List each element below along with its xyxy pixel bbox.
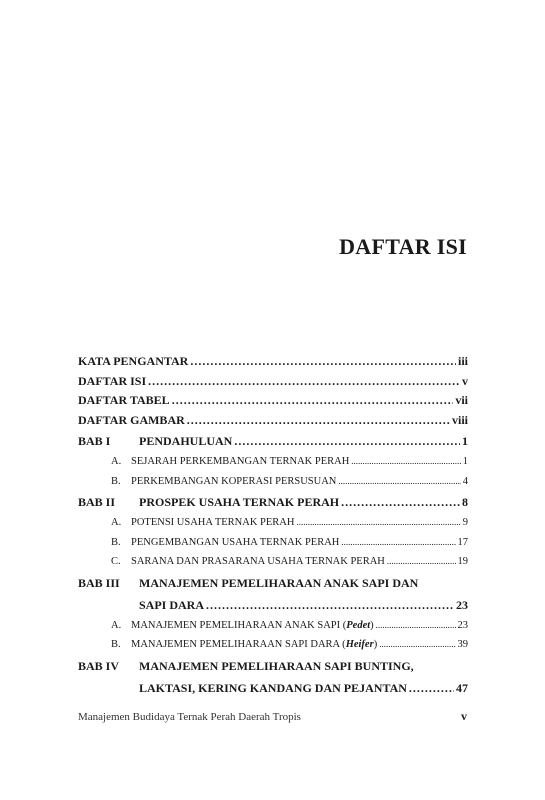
chapter-number: BAB II: [78, 495, 116, 509]
section-letter: A.: [111, 517, 122, 528]
dot-leader: [338, 472, 460, 492]
toc-entry-daftar-tabel[interactable]: [78, 391, 468, 411]
toc-section-2c[interactable]: [78, 552, 468, 572]
table-of-contents: [78, 352, 468, 699]
toc-entry-page: viii: [451, 412, 468, 427]
section-letter: A.: [111, 619, 122, 631]
chapter-title-line2: LAKTASI, KERING KANDANG DAN PEJANTAN: [139, 680, 407, 695]
section-letter: B.: [111, 639, 121, 650]
toc-entry-daftar-isi[interactable]: [78, 372, 468, 392]
toc-entry-page: vii: [455, 393, 468, 407]
dot-leader: [206, 594, 454, 616]
page-title: DAFTAR ISI: [339, 234, 467, 259]
dot-leader: [376, 616, 456, 636]
toc-entry-page: v: [462, 373, 468, 388]
section-letter: C.: [111, 556, 121, 567]
dot-leader: [387, 552, 456, 572]
section-page: 1: [462, 456, 468, 467]
chapter-title-line1: MANAJEMEN PEMELIHARAAN SAPI BUNTING,: [139, 658, 414, 673]
section-term: Pedet: [346, 619, 371, 631]
section-title: MANAJEMEN PEMELIHARAAN ANAK SAPI (Pedet): [131, 619, 374, 631]
toc-section-1a[interactable]: [78, 452, 468, 472]
section-title: PERKEMBANGAN KOPERASI PERSUSUAN: [131, 475, 337, 487]
chapter-title: PENDAHULUAN: [139, 434, 233, 448]
chapter-page: 23: [456, 597, 468, 612]
chapter-title-line1: MANAJEMEN PEMELIHARAAN ANAK SAPI DAN: [139, 575, 419, 590]
toc-entry-label: DAFTAR GAMBAR: [78, 412, 185, 427]
chapter-page: 8: [462, 495, 468, 509]
toc-chapter-1[interactable]: [78, 430, 468, 452]
dot-leader: [341, 491, 460, 513]
toc-entry-kata-pengantar[interactable]: [78, 352, 468, 372]
dot-leader: [341, 533, 455, 553]
chapter-number: BAB I: [78, 434, 111, 448]
section-page: 9: [462, 517, 468, 528]
chapter-title: PROSPEK USAHA TERNAK PERAH: [139, 495, 340, 509]
dot-leader: [234, 430, 460, 452]
section-page: 19: [457, 556, 468, 567]
section-letter: A.: [111, 456, 122, 467]
running-footer-title: Manajemen Budidaya Ternak Perah Daerah Tropis: [78, 711, 301, 723]
page-number: v: [461, 709, 467, 723]
section-page: 17: [457, 536, 468, 548]
section-title: SEJARAH PERKEMBANGAN TERNAK PERAH: [131, 456, 350, 467]
dot-leader: [351, 452, 460, 472]
section-page: 39: [457, 639, 468, 650]
section-term: Heifer: [345, 639, 374, 650]
toc-chapter-4[interactable]: [78, 655, 468, 677]
toc-section-2a[interactable]: [78, 513, 468, 533]
toc-section-1b[interactable]: [78, 472, 468, 492]
section-title: SARANA DAN PRASARANA USAHA TERNAK PERAH: [131, 556, 385, 567]
toc-section-3a[interactable]: [78, 616, 468, 636]
dot-leader: [187, 411, 450, 431]
chapter-number: BAB III: [78, 575, 120, 590]
toc-entry-label: KATA PENGANTAR: [78, 354, 189, 368]
toc-chapter-4-continued[interactable]: [78, 677, 468, 699]
toc-entry-page: iii: [457, 354, 468, 368]
toc-chapter-3-continued[interactable]: [78, 594, 468, 616]
chapter-page: 1: [462, 434, 468, 448]
section-title: POTENSI USAHA TERNAK PERAH: [131, 517, 295, 528]
section-title: PENGEMBANGAN USAHA TERNAK PERAH: [131, 536, 340, 548]
dot-leader: [148, 372, 460, 392]
toc-section-2b[interactable]: [78, 533, 468, 553]
section-letter: B.: [111, 536, 121, 548]
section-page: 4: [462, 475, 468, 487]
toc-entry-daftar-gambar[interactable]: [78, 411, 468, 431]
dot-leader: [296, 513, 460, 533]
dot-leader: [379, 635, 455, 655]
dot-leader: [409, 677, 454, 699]
toc-entry-label: DAFTAR TABEL: [78, 393, 170, 407]
chapter-page: 47: [456, 680, 468, 695]
section-letter: B.: [111, 475, 121, 487]
section-page: 23: [457, 619, 468, 631]
toc-chapter-3[interactable]: [78, 572, 468, 594]
chapter-number: BAB IV: [78, 658, 120, 673]
section-title: MANAJEMEN PEMELIHARAAN SAPI DARA (Heifer): [131, 639, 378, 650]
toc-chapter-2[interactable]: [78, 491, 468, 513]
dot-leader: [190, 352, 456, 372]
toc-entry-label: DAFTAR ISI: [78, 373, 147, 388]
toc-section-3b[interactable]: [78, 635, 468, 655]
dot-leader: [172, 391, 454, 411]
page-footer: [78, 709, 467, 724]
chapter-title-line2: SAPI DARA: [139, 597, 205, 612]
